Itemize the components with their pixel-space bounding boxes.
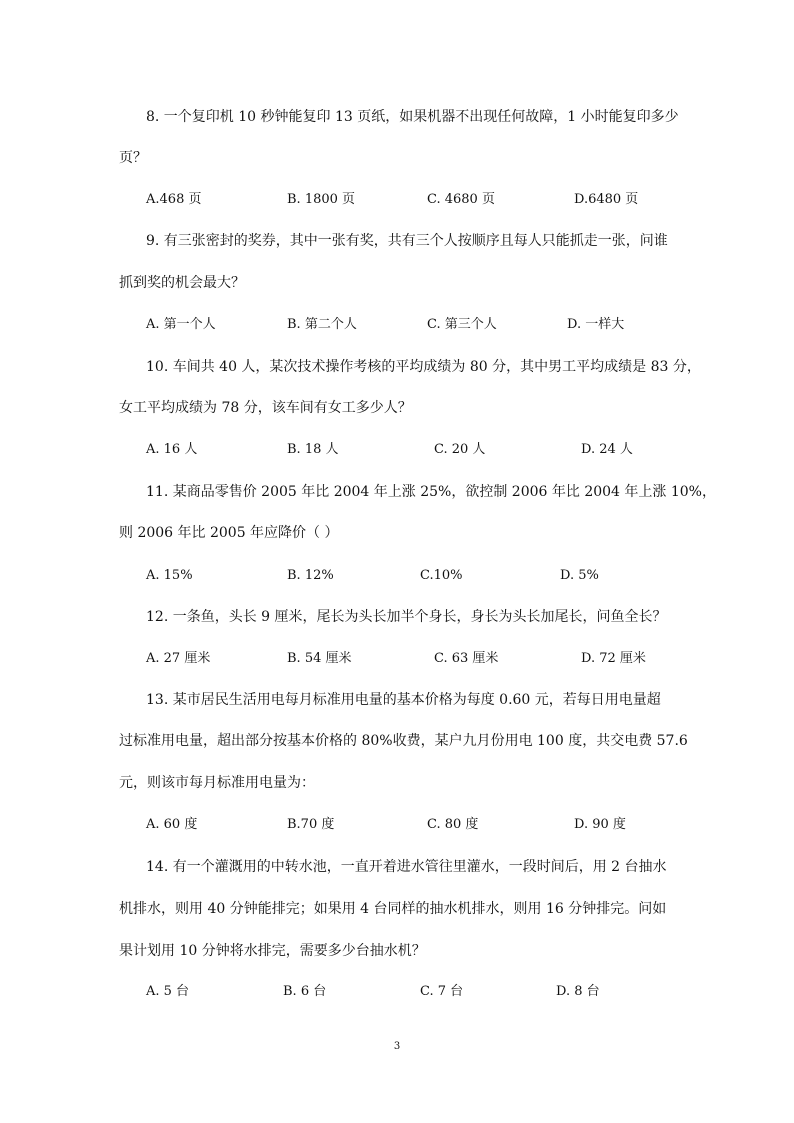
question-13-option-d: D. 90 度 [574,817,626,832]
question-9-option-a: A. 第一个人 [146,317,216,332]
question-12-option-b: B. 54 厘米 [287,651,352,666]
question-9-option-b: B. 第二个人 [287,317,357,332]
question-8-line-1: 8. 一个复印机 10 秒钟能复印 13 页纸，如果机器不出现任何故障，1 小时能复印多少 [146,109,679,125]
question-12-option-a: A. 27 厘米 [146,651,211,666]
question-11-option-d: D. 5% [560,568,599,583]
question-11-line-1: 11. 某商品零售价 2005 年比 2004 年上涨 25%，欲控制 2006 年比 2004 年上涨 10%， [146,484,716,500]
question-13-option-b: B.70 度 [287,817,335,832]
question-13-line-2: 过标准用电量，超出部分按基本价格的 80%收费，某户九月份用电 100 度，共交电费 57.6 [119,733,688,749]
question-14-option-a: A. 5 台 [146,984,190,999]
question-14-line-2: 机排水，则用 40 分钟能排完；如果用 4 台同样的抽水机排水，则用 16 分钟排完。问如 [119,901,667,917]
question-10-option-c: C. 20 人 [434,442,486,457]
question-14-option-d: D. 8 台 [556,984,600,999]
question-10-line-1: 10. 车间共 40 人，某次技术操作考核的平均成绩为 80 分，其中男工平均成绩是 83 分， [146,359,701,375]
question-14-option-c: C. 7 台 [420,984,464,999]
question-11-option-b: B. 12% [287,568,334,583]
question-13-line-3: 元，则该市每月标准用电量为： [119,775,315,791]
question-10-option-b: B. 18 人 [287,442,339,457]
question-14-line-3: 果计划用 10 分钟将水排完，需要多少台抽水机？ [119,943,426,959]
question-11-option-a: A. 15% [146,568,193,583]
question-12-line-1: 12. 一条鱼，头长 9 厘米，尾长为头长加半个身长，身长为头长加尾长，问鱼全长？ [146,609,667,625]
question-9-option-c: C. 第三个人 [427,317,497,332]
question-12-option-d: D. 72 厘米 [581,651,646,666]
page-number: 3 [393,1041,401,1052]
question-13-option-a: A. 60 度 [146,817,198,832]
question-8-option-a: A.468 页 [146,192,202,207]
question-13-line-1: 13. 某市居民生活用电每月标准用电量的基本价格为每度 0.60 元，若每日用电量超 [146,692,661,708]
question-10-line-2: 女工平均成绩为 78 分，该车间有女工多少人？ [119,400,412,416]
question-14-line-1: 14. 有一个灌溉用的中转水池，一直开着进水管往里灌水，一段时间后，用 2 台抽水 [146,859,667,875]
question-11-line-2: 则 2006 年比 2005 年应降价（ ） [119,525,339,541]
question-10-option-d: D. 24 人 [581,442,633,457]
question-8-option-c: C. 4680 页 [427,192,495,207]
question-14-option-b: B. 6 台 [283,984,327,999]
question-11-option-c: C.10% [420,568,463,583]
question-8-option-b: B. 1800 页 [287,192,356,207]
question-8-line-2: 页？ [119,150,147,166]
question-10-option-a: A. 16 人 [146,442,198,457]
question-9-line-1: 9. 有三张密封的奖券，其中一张有奖，共有三个人按顺序且每人只能抓走一张，问谁 [146,233,668,249]
question-12-option-c: C. 63 厘米 [434,651,499,666]
question-9-option-d: D. 一样大 [567,317,625,332]
question-13-option-c: C. 80 度 [427,817,479,832]
question-9-line-2: 抓到奖的机会最大？ [119,275,245,291]
question-8-option-d: D.6480 页 [574,192,639,207]
